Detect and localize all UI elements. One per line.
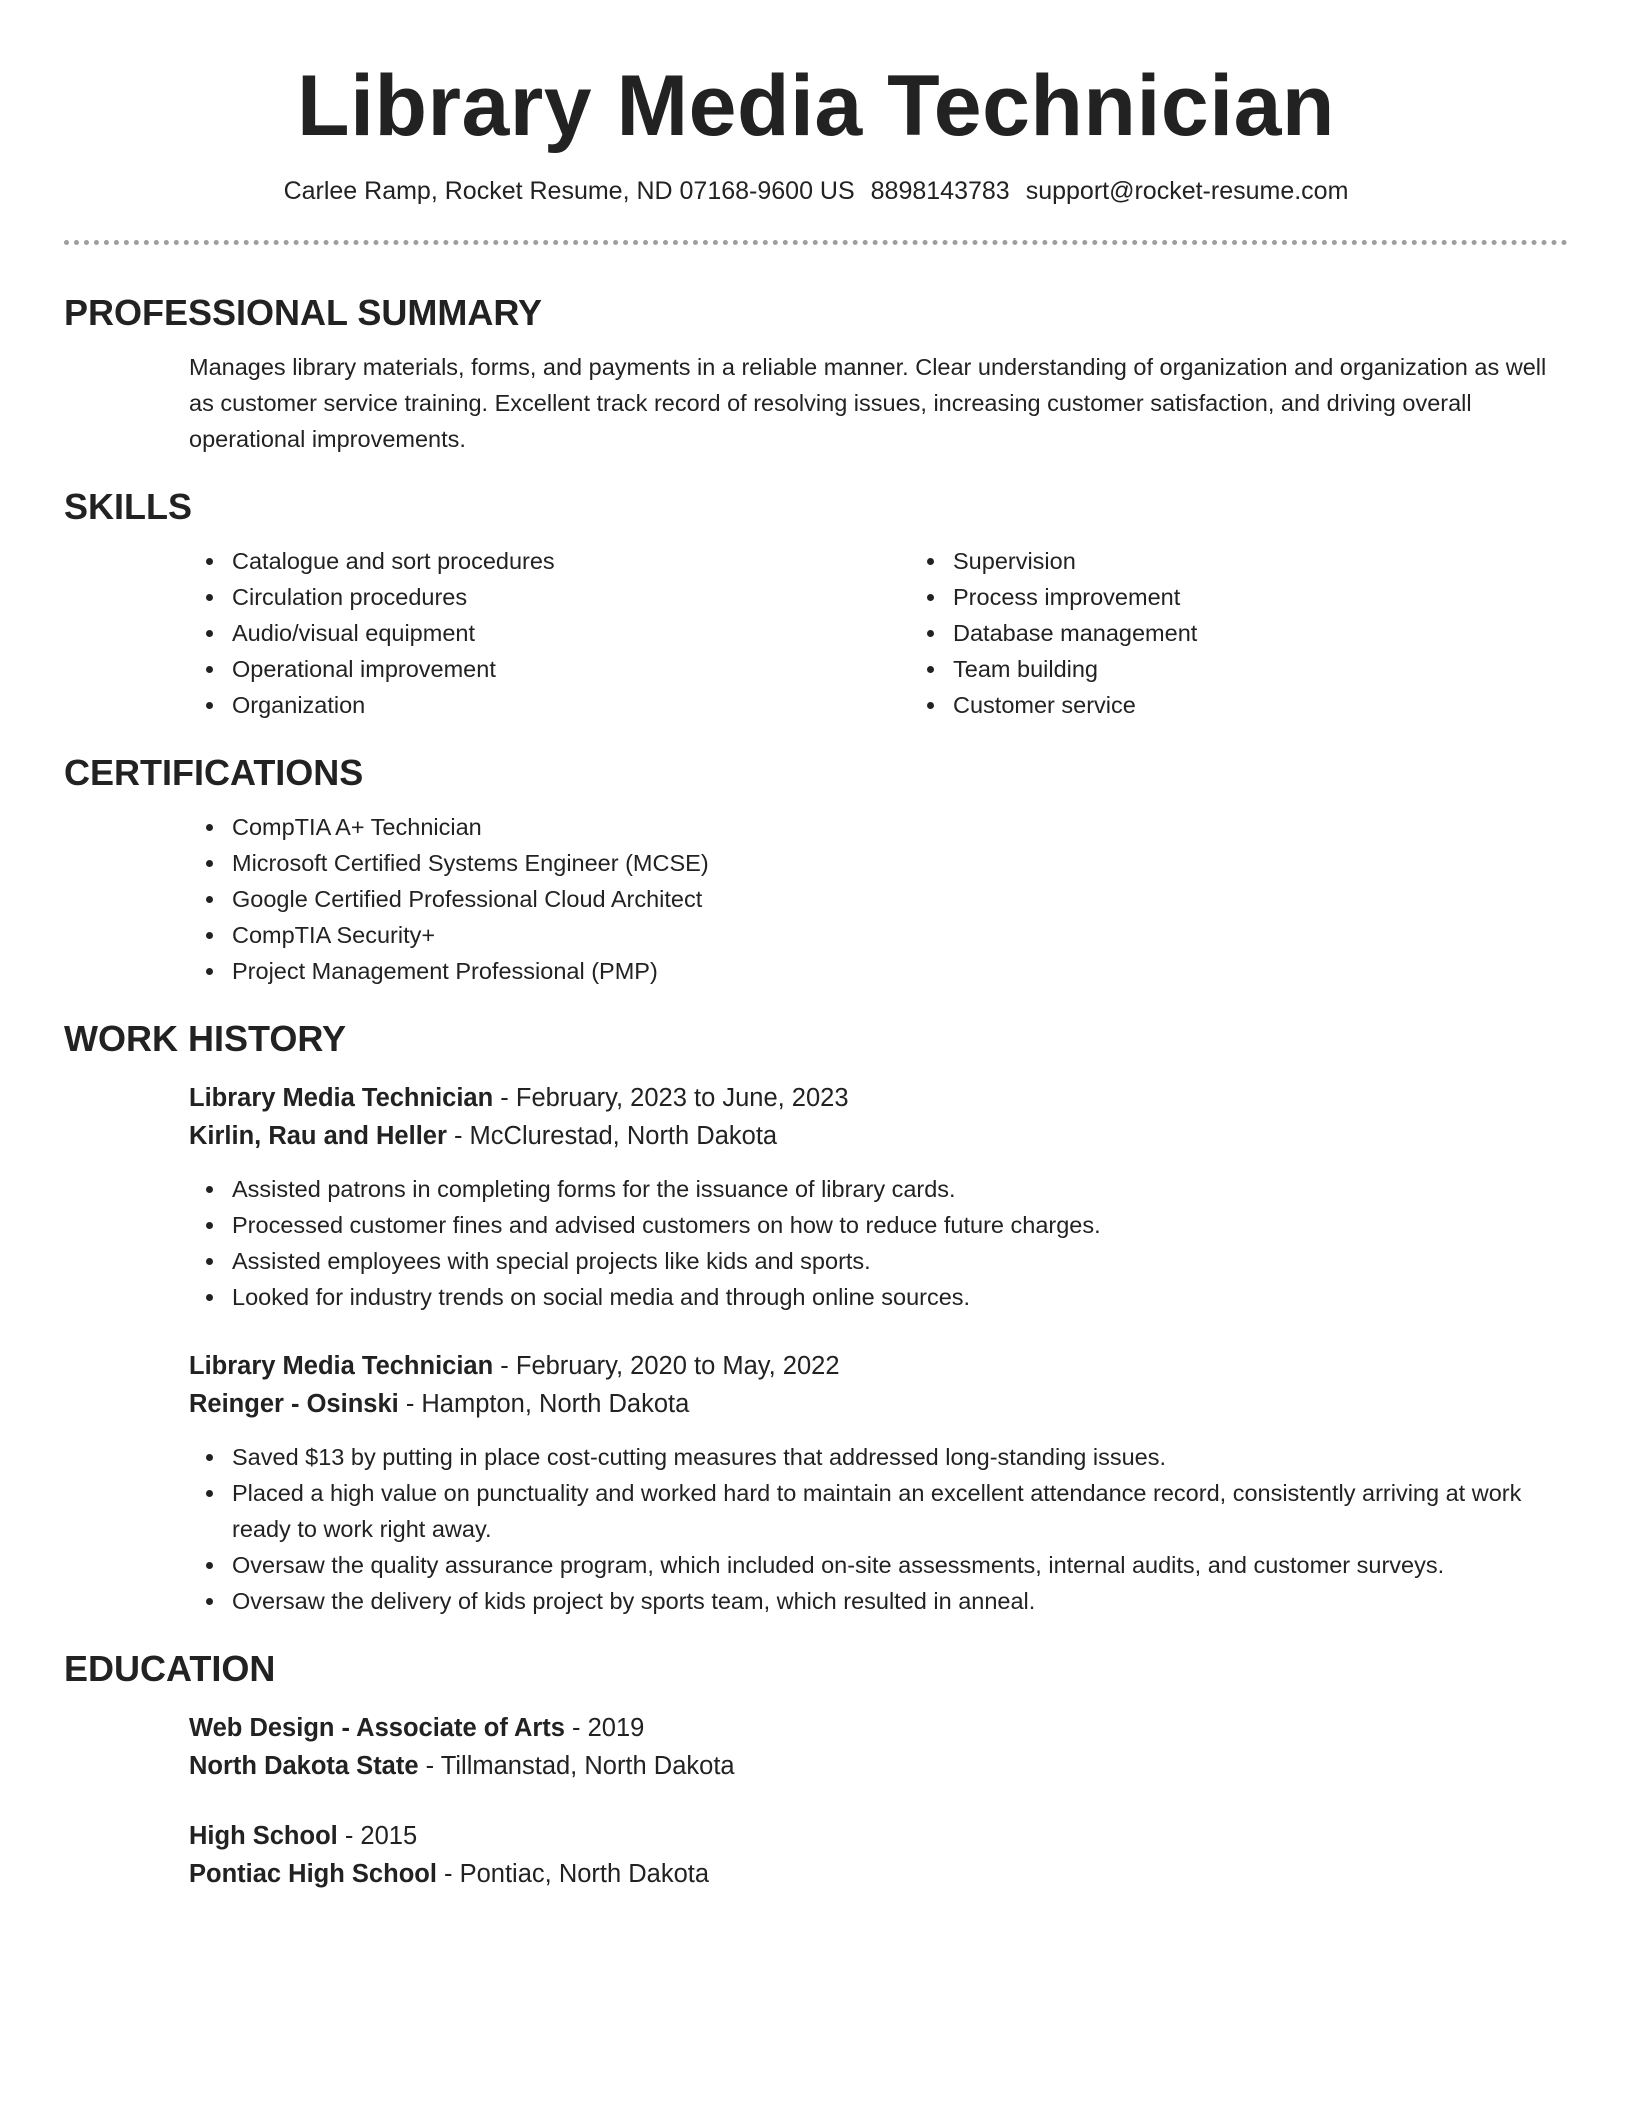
resume-title: Library Media Technician bbox=[297, 58, 1335, 154]
education-degree: High School bbox=[189, 1822, 338, 1850]
skill-item: Supervision bbox=[953, 543, 1631, 579]
skill-item: Customer service bbox=[953, 687, 1631, 723]
job-location: - Hampton, North Dakota bbox=[398, 1390, 690, 1418]
job-location: - McClurestad, North Dakota bbox=[446, 1122, 778, 1150]
certifications-list bbox=[189, 809, 1568, 989]
skills-section bbox=[64, 485, 1568, 723]
skills-heading: SKILLS bbox=[64, 486, 193, 527]
skill-item: Operational improvement bbox=[232, 651, 910, 687]
certifications-heading: CERTIFICATIONS bbox=[64, 752, 364, 793]
skills-grid bbox=[64, 529, 1568, 723]
education-entry bbox=[189, 1817, 1568, 1893]
job-dates: - February, 2023 to June, 2023 bbox=[493, 1084, 849, 1112]
education-school-line bbox=[189, 1747, 1568, 1785]
certification-item: Microsoft Certified Systems Engineer (MCSE) bbox=[232, 845, 1568, 881]
education-degree-line bbox=[189, 1709, 1568, 1747]
education-school-line bbox=[189, 1855, 1568, 1893]
job-entry bbox=[189, 1079, 1568, 1315]
header-divider bbox=[64, 240, 1568, 245]
job-company: Reinger - Osinski bbox=[189, 1390, 399, 1418]
job-bullets bbox=[189, 1171, 1568, 1315]
job-bullet: Oversaw the delivery of kids project by sports team, which resulted in anneal. bbox=[232, 1583, 1568, 1619]
skill-item: Team building bbox=[953, 651, 1631, 687]
contact-line bbox=[64, 174, 1568, 208]
skill-item: Audio/visual equipment bbox=[232, 615, 910, 651]
job-company: Kirlin, Rau and Heller bbox=[189, 1122, 447, 1150]
education-year: - 2015 bbox=[337, 1822, 418, 1850]
skill-item: Process improvement bbox=[953, 579, 1631, 615]
education-degree-line bbox=[189, 1817, 1568, 1855]
certification-item: Project Management Professional (PMP) bbox=[232, 953, 1568, 989]
summary-text: Manages library materials, forms, and payments in a reliable manner. Clear understanding of organization and organization as well as customer service training. Excellent track record of resolving issues, increasing customer satisfaction, and driving overall operational improvements. bbox=[189, 354, 1547, 452]
contact-address: Carlee Ramp, Rocket Resume, ND 07168-9600 US bbox=[283, 177, 855, 205]
job-entry bbox=[189, 1347, 1568, 1619]
job-company-line bbox=[189, 1117, 1568, 1155]
summary-heading: PROFESSIONAL SUMMARY bbox=[64, 292, 543, 333]
contact-email: support@rocket-resume.com bbox=[1025, 177, 1349, 205]
job-bullet: Processed customer fines and advised customers on how to reduce future charges. bbox=[232, 1207, 1568, 1243]
education-entry bbox=[189, 1709, 1568, 1785]
education-degree: Web Design - Associate of Arts bbox=[189, 1714, 565, 1742]
certifications-section bbox=[64, 751, 1568, 989]
job-title: Library Media Technician bbox=[189, 1352, 494, 1380]
skill-item: Organization bbox=[232, 687, 910, 723]
job-bullet: Oversaw the quality assurance program, which included on-site assessments, internal audits, and customer surveys. bbox=[232, 1547, 1568, 1583]
education-heading: EDUCATION bbox=[64, 1648, 276, 1689]
work-history-section bbox=[64, 1017, 1568, 1619]
skills-list-right bbox=[910, 543, 1631, 723]
skills-list-left bbox=[189, 543, 910, 723]
education-school: North Dakota State bbox=[189, 1752, 419, 1780]
job-bullet: Assisted patrons in completing forms for the issuance of library cards. bbox=[232, 1171, 1568, 1207]
job-company-line bbox=[189, 1385, 1568, 1423]
education-school: Pontiac High School bbox=[189, 1860, 437, 1888]
skill-item: Circulation procedures bbox=[232, 579, 910, 615]
skill-item: Catalogue and sort procedures bbox=[232, 543, 910, 579]
job-bullet: Saved $13 by putting in place cost-cutting measures that addressed long-standing issues. bbox=[232, 1439, 1568, 1475]
education-location: - Pontiac, North Dakota bbox=[436, 1860, 710, 1888]
job-bullet: Looked for industry trends on social media and through online sources. bbox=[232, 1279, 1568, 1315]
certification-item: CompTIA A+ Technician bbox=[232, 809, 1568, 845]
job-title-line bbox=[189, 1079, 1568, 1117]
contact-phone: 8898143783 bbox=[870, 177, 1010, 205]
job-bullets bbox=[189, 1439, 1568, 1619]
certification-item: Google Certified Professional Cloud Architect bbox=[232, 881, 1568, 917]
job-dates: - February, 2020 to May, 2022 bbox=[493, 1352, 840, 1380]
skill-item: Database management bbox=[953, 615, 1631, 651]
job-title: Library Media Technician bbox=[189, 1084, 494, 1112]
job-bullet: Assisted employees with special projects like kids and sports. bbox=[232, 1243, 1568, 1279]
education-location: - Tillmanstad, North Dakota bbox=[418, 1752, 735, 1780]
work-history-heading: WORK HISTORY bbox=[64, 1018, 347, 1059]
summary-section bbox=[64, 291, 1568, 457]
job-title-line bbox=[189, 1347, 1568, 1385]
education-year: - 2019 bbox=[564, 1714, 645, 1742]
job-bullet: Placed a high value on punctuality and worked hard to maintain an excellent attendance record, consistently arriving at work ready to work right away. bbox=[232, 1475, 1568, 1547]
certification-item: CompTIA Security+ bbox=[232, 917, 1568, 953]
education-section bbox=[64, 1647, 1568, 1893]
